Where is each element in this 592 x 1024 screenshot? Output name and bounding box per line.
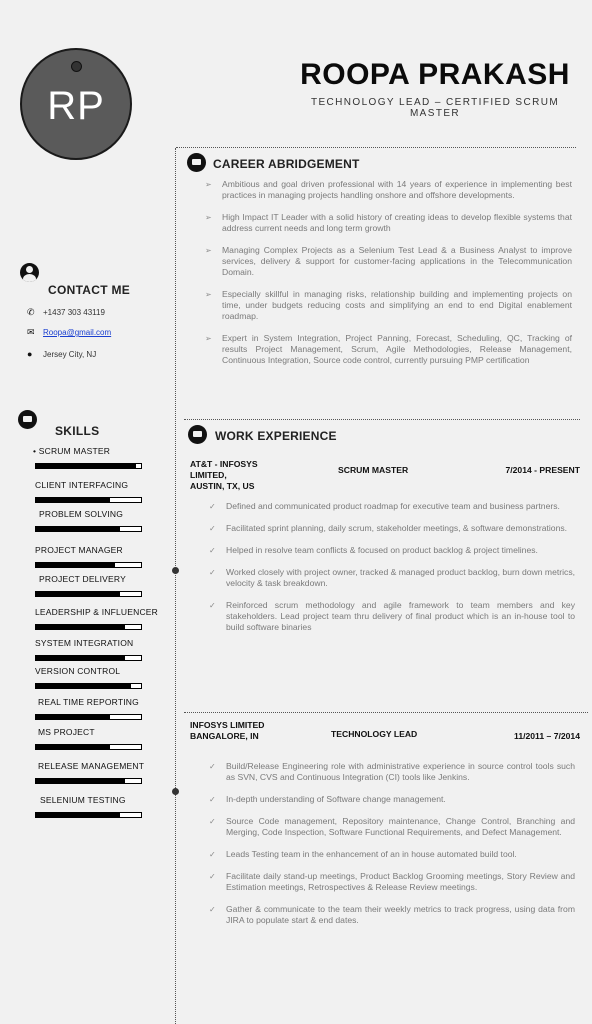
skill-bar [35, 812, 142, 818]
briefcase-icon [188, 425, 207, 444]
list-item: ✓ Build/Release Engineering role with administrative experience in source control tools such as SVN, CVS and Continuous Integration (CI) tools like Jenkins. [209, 761, 575, 783]
skill-bar [35, 591, 142, 597]
skill-label: PROBLEM SOLVING [39, 509, 124, 519]
job2-company-name: INFOSYS LIMITED [190, 720, 265, 730]
job1-company [190, 459, 280, 492]
list-item: ➢ Ambitious and goal driven professional with 14 years of experience in implementing best practices in managing projects handling onshore and offshore developments. [205, 179, 572, 201]
list-item: ➢ Expert in System Integration, Project Panning, Forecast, Scheduling, QC, Tracking of results Project Management, Scrum, Agile Methodologies, Release Management, Continuous Integration, Source code control, currently pursuing PMP certification [205, 333, 572, 366]
skill-label: SYSTEM INTEGRATION [35, 638, 134, 648]
list-item: ✓ Helped in resolve team conflicts & focused on product backlog & project timelines. [209, 545, 575, 556]
contact-title: CONTACT ME [48, 283, 131, 297]
location-pin-icon: ● [27, 349, 33, 359]
skill-bar [35, 463, 142, 469]
candidate-name: ROOPA PRAKASH [300, 58, 570, 91]
skill-bar-fill [36, 563, 115, 567]
job2-role: TECHNOLOGY LEAD [331, 729, 418, 739]
skill-label: PROJECT MANAGER [35, 545, 123, 555]
skill-label: • SCRUM MASTER [33, 446, 111, 456]
skill-label: RELEASE MANAGEMENT [38, 761, 145, 771]
location-text: Jersey City, NJ [43, 349, 97, 359]
skill-label: VERSION CONTROL [35, 666, 121, 676]
contact-email[interactable] [27, 327, 111, 338]
candidate-title: TECHNOLOGY LEAD – CERTIFIED SCRUM MASTER [310, 97, 560, 119]
envelope-icon: ✉ [27, 327, 35, 337]
skill-label: LEADERSHIP & INFLUENCER [35, 607, 159, 617]
skill-bar-fill [36, 684, 131, 688]
skill-bar [35, 624, 142, 630]
divider-job2 [184, 712, 588, 713]
list-item: ✓ Facilitate daily stand-up meetings, Product Backlog Grooming meetings, Story Review and Estimation meetings, Retrospectives & Release Review meetings. [209, 871, 575, 893]
phone-text: +1437 303 43119 [43, 308, 105, 317]
skill-bar [35, 497, 142, 503]
skill-bar-fill [36, 498, 110, 502]
divider-work [184, 419, 580, 420]
career-list [205, 179, 572, 366]
skill-label: MS PROJECT [38, 727, 95, 737]
contact-location [27, 349, 96, 359]
work-title: WORK EXPERIENCE [215, 429, 337, 443]
email-link[interactable]: Roopa@gmail.com [43, 328, 112, 337]
skill-label: CLIENT INTERFACING [35, 480, 129, 490]
list-item: ✓ Leads Testing team in the enhancement of an in house automated build tool. [209, 849, 575, 860]
list-item: ➢ Managing Complex Projects as a Selenium Test Lead & a Business Analyst to improve services, delivery & support for customer-facing applications in the Telecommunication Domain. [205, 245, 572, 278]
list-item: ✓ Reinforced scrum methodology and agile framework to team members and key stakeholders. Lead project team thru delivery of final product which is an in-house tool to build software binaries [209, 600, 575, 633]
job1-list [209, 501, 575, 633]
skills-title: SKILLS [55, 424, 100, 438]
skill-bar-fill [36, 656, 125, 660]
skill-label: PROJECT DELIVERY [39, 574, 126, 584]
list-item: ✓ Worked closely with project owner, tracked & managed product backlog, burn down metrics, velocity & task breakdown. [209, 567, 575, 589]
skill-bar [35, 526, 142, 532]
skill-bar [35, 655, 142, 661]
career-title: CAREER ABRIDGEMENT [213, 157, 360, 171]
skill-bar-fill [36, 745, 110, 749]
skill-bar [35, 778, 142, 784]
skills-icon [18, 410, 37, 429]
list-item: ✓ Defined and communicated product roadmap for executive team and business partners. [209, 501, 575, 512]
skill-bar-fill [36, 779, 125, 783]
skill-label: SELENIUM TESTING [40, 795, 126, 805]
skill-bar-fill [36, 464, 136, 468]
list-item: ✓ Facilitated sprint planning, daily scrum, stakeholder meetings, & software demonstrations. [209, 523, 575, 534]
list-item: ➢ High Impact IT Leader with a solid history of creating ideas to develop flexible systems that address current needs and long term growth [205, 212, 572, 234]
job2-dates: 11/2011 – 7/2014 [514, 731, 580, 741]
skill-bar-fill [36, 625, 125, 629]
skill-bar [35, 714, 142, 720]
skill-label: REAL TIME REPORTING [38, 697, 139, 707]
job2-location: BANGALORE, IN [190, 731, 259, 741]
list-item: ➢ Especially skillful in managing risks, relationship building and implementing projects on time, under budgets reducing costs and simplifying an end to end Digital enablement roadmap. [205, 289, 572, 322]
job1-company-name: AT&T - INFOSYS LIMITED, [190, 459, 258, 480]
list-item: ✓ Gather & communicate to the team their weekly metrics to track progress, using data from JIRA to populate start & end dates. [209, 904, 575, 926]
skill-bar [35, 562, 142, 568]
skill-bar-fill [36, 527, 120, 531]
job1-role: SCRUM MASTER [338, 465, 409, 475]
skill-bar-fill [36, 592, 120, 596]
list-item: ✓ Source Code management, Repository maintenance, Change Control, Branching and Merging, Code Inspection, Software Functional Requirements, and Defect Management. [209, 816, 575, 838]
phone-icon: ✆ [27, 307, 35, 317]
divider-career [176, 147, 576, 148]
timeline-dot [172, 567, 179, 574]
person-icon [20, 263, 39, 282]
job1-dates: 7/2014 - PRESENT [505, 465, 580, 475]
skill-bar [35, 744, 142, 750]
avatar-initials: RP [47, 83, 105, 128]
skill-bar-fill [36, 715, 110, 719]
job1-location: AUSTIN, TX, US [190, 481, 255, 491]
career-icon [187, 153, 206, 172]
skill-bar-fill [36, 813, 120, 817]
list-item: ✓ In-depth understanding of Software change management. [209, 794, 575, 805]
job2-company [190, 720, 280, 742]
vertical-divider [175, 148, 176, 1024]
skill-bar [35, 683, 142, 689]
avatar [20, 48, 132, 160]
avatar-pin-icon [71, 61, 82, 72]
job2-list [209, 761, 575, 926]
timeline-dot [172, 788, 179, 795]
contact-phone [27, 307, 105, 318]
